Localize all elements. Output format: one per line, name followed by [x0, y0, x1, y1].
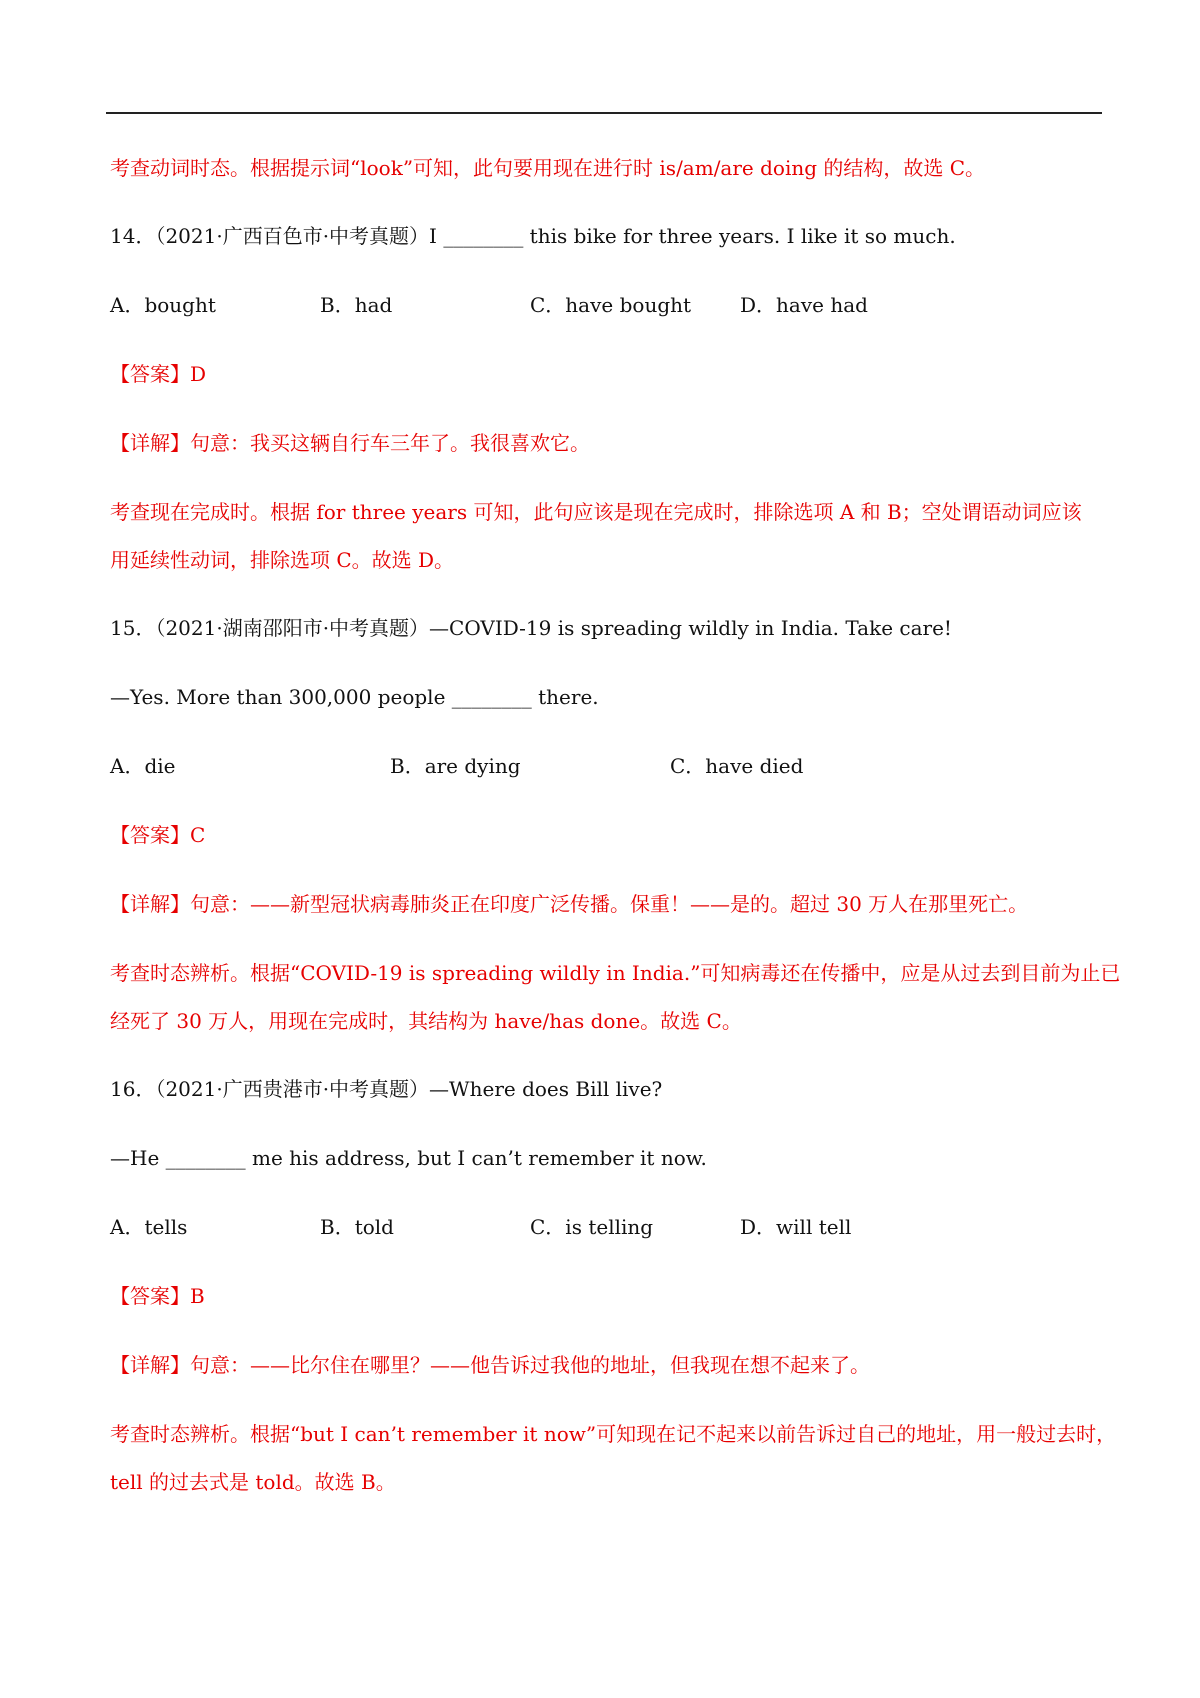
question-14-stem: 14．（2021·广西百色市·中考真题）I ________ this bike for three years. I like it so much. — [110, 224, 956, 248]
q14-option-b: B．had — [320, 293, 393, 317]
q14-analysis-line-2: 用延续性动词，排除选项 C。故选 D。 — [110, 548, 455, 572]
q16-option-a: A．tells — [110, 1215, 188, 1239]
q16-analysis-line-1: 考查时态辨析。根据“but I can’t remember it now”可知现在记不起来以前告诉过自己的地址，用一般过去时， — [110, 1422, 1117, 1446]
question-15-stem: 15．（2021·湖南邵阳市·中考真题）—COVID-19 is spreading wildly in India. Take care! — [110, 616, 952, 640]
q16-detail: 【详解】句意：——比尔住在哪里？——他告诉过我他的地址，但我现在想不起来了。 — [110, 1353, 870, 1377]
q16-answer: 【答案】B — [110, 1284, 205, 1308]
q15-detail: 【详解】句意：——新型冠状病毒肺炎正在印度广泛传播。保重！——是的。超过 30 万人在那里死亡。 — [110, 892, 1029, 916]
question-15-stem-2: —Yes. More than 300,000 people ________ there. — [110, 685, 599, 709]
q15-option-c: C．have died — [670, 754, 804, 778]
q16-analysis-line-2: tell 的过去式是 told。故选 B。 — [110, 1470, 396, 1494]
q16-option-b: B．told — [320, 1215, 394, 1239]
q14-option-c: C．have bought — [530, 293, 692, 317]
q14-analysis-line-1: 考查现在完成时。根据 for three years 可知，此句应该是现在完成时，排除选项 A 和 B；空处谓语动词应该 — [110, 500, 1082, 524]
header-rule — [106, 112, 1102, 114]
q14-answer: 【答案】D — [110, 362, 207, 386]
q14-detail: 【详解】句意：我买这辆自行车三年了。我很喜欢它。 — [110, 431, 590, 455]
q14-option-a: A．bought — [110, 293, 216, 317]
question-16-stem: 16．（2021·广西贵港市·中考真题）—Where does Bill live? — [110, 1077, 663, 1101]
explanation-13-tail: 考查动词时态。根据提示词“look”可知，此句要用现在进行时 is/am/are doing 的结构，故选 C。 — [110, 156, 986, 180]
q16-option-c: C．is telling — [530, 1215, 654, 1239]
q15-option-b: B．are dying — [390, 754, 521, 778]
q15-answer: 【答案】C — [110, 823, 206, 847]
q14-option-d: D．have had — [740, 293, 868, 317]
q15-analysis-line-1: 考查时态辨析。根据“COVID-19 is spreading wildly in India.”可知病毒还在传播中，应是从过去到目前为止已 — [110, 961, 1121, 985]
q15-analysis-line-2: 经死了 30 万人，用现在完成时，其结构为 have/has done。故选 C。 — [110, 1009, 742, 1033]
question-16-stem-2: —He ________ me his address, but I can’t remember it now. — [110, 1146, 707, 1170]
q15-option-a: A．die — [110, 754, 176, 778]
q16-option-d: D．will tell — [740, 1215, 852, 1239]
